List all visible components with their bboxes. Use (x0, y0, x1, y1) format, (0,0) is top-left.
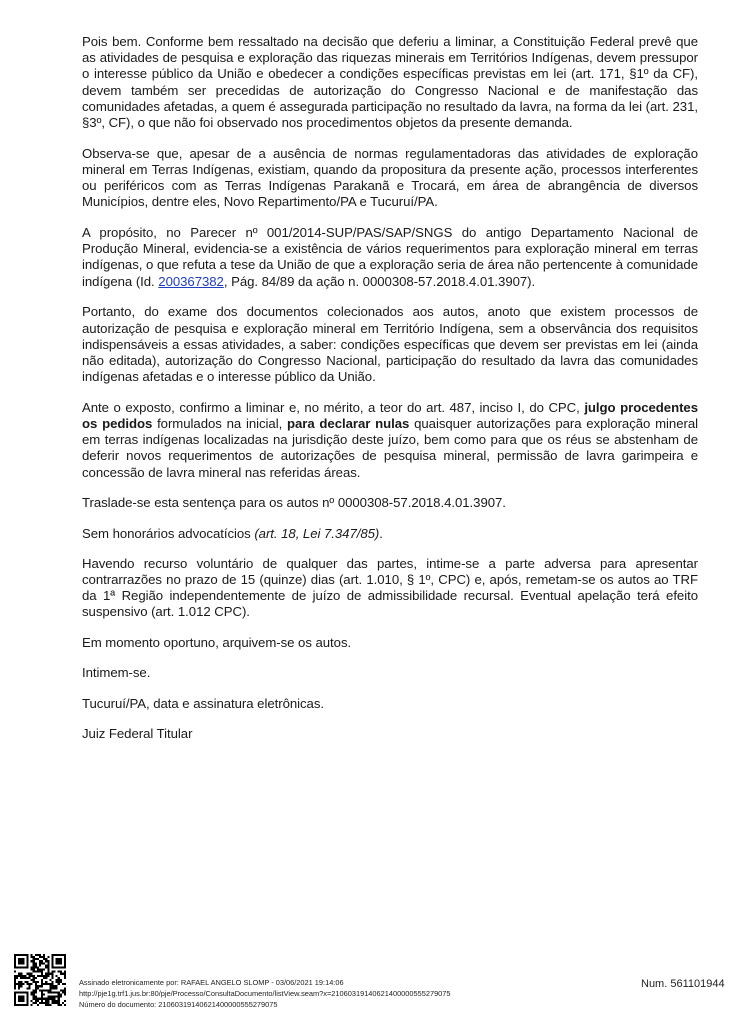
paragraph-4: Portanto, do exame dos documentos colecionados aos autos, anoto que existem processos de autorização de pesquisa e exploração mineral em Território Indígena, sem a observância dos requisitos indispensáveis a essas atividades, a saber: condições específicas que devem ser previstas em lei (ainda não editada), autorização do Congresso Nacional, participação do resultado da lavra das comunidades indígenas afetadas e o interesse público da União. (82, 304, 698, 385)
paragraph-3 (82, 225, 698, 290)
paragraph-2: Observa-se que, apesar de a ausência de normas regulamentadoras das atividades de exploração mineral em Terras Indígenas, existiam, quando da propositura da presente ação, processos interferentes ou periféricos com as Terras Indígenas Parakanã e Trocará, em área de abrangência de diversos Municípios, dentre eles, Novo Repartimento/PA e Tucuruí/PA. (82, 145, 698, 210)
paragraph-5 (82, 400, 698, 481)
paragraph-7-text-a: Sem honorários advocatícios (82, 525, 255, 541)
qr-code-icon (14, 954, 66, 1006)
paragraph-7 (82, 526, 698, 542)
paragraph-3-text-a: A propósito, no Parecer nº 001/2014-SUP/PAS/SAP/SNGS do antigo Departamento Nacional de Produção Mineral, evidencia-se a existência de vários requerimentos para exploração mineral em terras indígenas, o que refuta a tese da União de que a exploração seria de área não pertencente à comunidade indígena (Id. (82, 225, 698, 289)
paragraph-7-text-b: . (379, 525, 383, 541)
paragraph-5-text-a: Ante o exposto, confirmo a liminar e, no mérito, a teor do art. 487, inciso I, do CPC, (82, 399, 585, 415)
paragraph-5-text-b: formulados na inicial, (152, 416, 287, 432)
document-id-link[interactable]: 200367382 (158, 273, 224, 289)
signature-info (79, 978, 451, 1010)
document-num: Num. 561101944 (641, 978, 725, 990)
paragraph-3-text-b: , Pág. 84/89 da ação n. 0000308-57.2018.4.01.3907). (223, 273, 536, 289)
paragraph-6: Traslade-se esta sentença para os autos nº 0000308-57.2018.4.01.3907. (82, 495, 506, 511)
document-body (82, 34, 698, 756)
paragraph-8: Havendo recurso voluntário de qualquer das partes, intime-se a parte adversa para apresentar contrarrazões no prazo de 15 (quinze) dias (art. 1.010, § 1º, CPC) e, após, remetam-se os autos ao TRF da 1ª Região independentemente de juízo de admissibilidade recursal. Eventual apelação terá efeito suspensivo (art. 1.012 CPC). (82, 555, 698, 620)
document-url-line[interactable]: http://pje1g.trf1.jus.br:80/pje/Processo/ConsultaDocumento/listView.seam?x=21060319140621400000555279075 (79, 988, 451, 998)
paragraph-11: Tucuruí/PA, data e assinatura eletrônicas. (82, 695, 324, 711)
signed-by-line: Assinado eletronicamente por: RAFAEL ANGELO SLOMP - 03/06/2021 19:14:06 (79, 978, 344, 987)
document-number-line: Número do documento: 21060319140621400000555279075 (79, 999, 278, 1009)
signature-footer (0, 948, 729, 1024)
paragraph-9: Em momento oportuno, arquivem-se os autos. (82, 635, 352, 651)
paragraph-1: Pois bem. Conforme bem ressaltado na decisão que deferiu a liminar, a Constituição Federal prevê que as atividades de pesquisa e exploração das riquezas minerais em Territórios Indígenas, devem pressupor o interesse público da União e obedecer a condições específicas previstas em lei (art. 171, §1º da CF), devem também ser precedidas de autorização do Congresso Nacional e de manifestação das comunidades afetadas, a quem é assegurada participação no resultado da lavra, na forma da lei (art. 231, §3º, CF), o que não foi observado nos procedimentos objetos da presente demanda. (82, 34, 698, 131)
paragraph-10: Intimem-se. (82, 665, 151, 681)
paragraph-5-text-c: quaisquer autorizações para exploração mineral em terras indígenas localizadas na jurisdição deste juízo, bem como para que os réus se abstenham de deferir novos requerimentos de autorizações de pesquisa mineral, permissão de lavra garimpeira e concessão de lavra mineral nas referidas áreas. (82, 416, 698, 480)
paragraph-5-bold-2: para declarar nulas (286, 416, 410, 432)
signature-title: Juiz Federal Titular (82, 725, 193, 741)
paragraph-7-italic: (art. 18, Lei 7.347/85) (254, 525, 380, 541)
paragraph-5-bold-1: julgo procedentes os pedidos (82, 399, 698, 432)
